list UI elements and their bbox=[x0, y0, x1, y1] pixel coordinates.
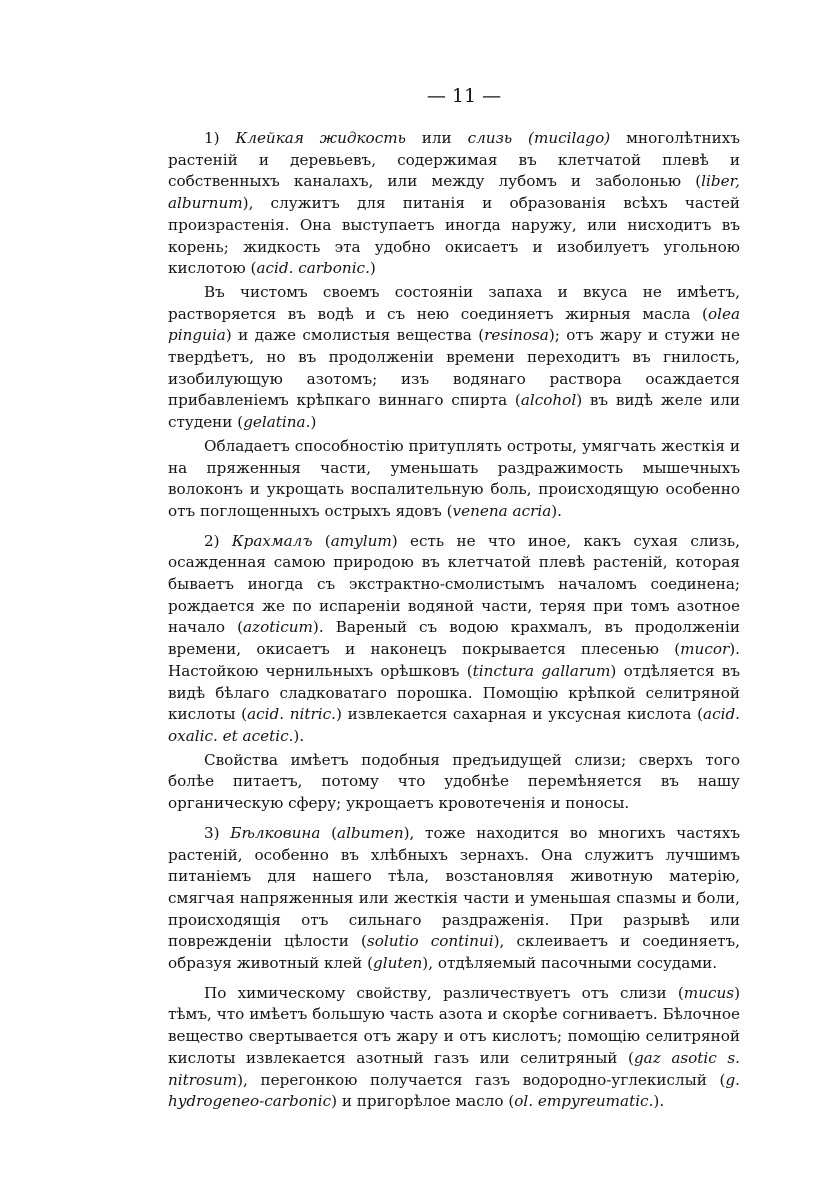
text-run: ) въ видѣ желе или студени ( bbox=[168, 391, 740, 432]
text-run: ). bbox=[293, 726, 305, 745]
latin-term: Бѣлковина bbox=[230, 823, 321, 842]
text-run: ) отдѣляется въ видѣ бѣлаго сладковатаго порошка. Помощію крѣпкой селитряной кислоты ( bbox=[168, 661, 740, 724]
latin-term: mucus bbox=[683, 983, 735, 1002]
text-run: ), перегонкою получается газъ водородно-углекислый ( bbox=[237, 1070, 726, 1089]
latin-term: слизь (mucilago) bbox=[467, 129, 611, 147]
text-run: Свойства имѣетъ подобныя предъидущей слизи; сверхъ того болѣе питаетъ, потому что удобнѣе перемѣняется въ нашу органическую сферу; укрощаетъ кровотеченія и поносы. bbox=[168, 750, 740, 813]
text-run: ( bbox=[320, 823, 338, 842]
text-run: ); отъ жару и стужи не твердѣетъ, но въ продолженіи времени переходитъ въ гнилость, изобилующую азотомъ; изъ водянаго раствора осаждается прибавленіемъ крѣпкаго виннаго спирта ( bbox=[168, 326, 741, 410]
latin-term: ol. empyreumatic. bbox=[514, 1092, 654, 1111]
text-run: ), тоже находится во многихъ частяхъ растеній, особенно въ хлѣбныхъ зернахъ. Она служитъ лучшимъ питаніемъ для нашего тѣла, возстановляя животную матерію, смягчая напряженныя или жесткія части и уменьшая спазмы и боли, происходящія отъ сильнаго раздраженія. При разрывѣ или поврежденіи цѣлости ( bbox=[168, 823, 741, 951]
latin-term: Клейкая жидкость bbox=[235, 129, 406, 147]
text-run: или bbox=[405, 129, 468, 147]
text-run: По химическому свойству, различествуетъ отъ слизи ( bbox=[204, 983, 684, 1002]
book-page bbox=[168, 84, 740, 1164]
latin-term: gluten bbox=[373, 954, 423, 973]
paragraph-amylum-properties bbox=[168, 750, 740, 815]
paragraph-albumen-chemistry bbox=[168, 983, 740, 1113]
text-run: Въ чистомъ своемъ состояніи запаха и вкуса не имѣетъ, растворяется въ водѣ и съ нею соединяетъ жирныя масла ( bbox=[168, 282, 740, 323]
latin-term: solutio continui bbox=[366, 932, 494, 951]
text-run: ) извлекается сахарная и уксусная кислота ( bbox=[335, 705, 704, 724]
latin-term: Крахмалъ bbox=[231, 531, 313, 550]
paragraph-albumen bbox=[168, 823, 740, 975]
paragraph-mucilago bbox=[168, 128, 740, 280]
text-run: ), склеиваетъ и соединяетъ, образуя животный клей ( bbox=[168, 932, 740, 973]
text-run: Обладаетъ способностію притуплять остроты, умягчать жесткія и на пряженныя части, уменьшать раздражимость мышечныхъ волоконъ и укрощать воспалительную боль, происходящую особенно отъ поглощенныхъ острыхъ ядовъ ( bbox=[168, 436, 740, 520]
latin-term: g. hydrogeneo-carbonic bbox=[168, 1070, 740, 1111]
paragraph-mucilago-effects bbox=[168, 436, 740, 523]
latin-term: gaz asotic s. nitrosum bbox=[168, 1048, 741, 1089]
latin-term: venena acria bbox=[452, 501, 552, 520]
text-run: ) тѣмъ, что имѣетъ большую часть азота и скорѣе согниваетъ. Бѣлочное вещество свертывается отъ жару и отъ кислотъ; помощію селитряной кислоты извлекается азотный газъ или селитряный ( bbox=[168, 983, 740, 1067]
latin-term: tinctura gallarum bbox=[472, 661, 611, 680]
latin-term: gelatina. bbox=[243, 413, 311, 432]
paragraph-amylum bbox=[168, 531, 740, 748]
text-run: ). bbox=[653, 1092, 665, 1111]
latin-term: olea pinguia bbox=[168, 304, 740, 345]
latin-term: acid. nitric. bbox=[247, 705, 336, 724]
latin-term: alcohol bbox=[520, 391, 577, 410]
text-run: 2) bbox=[204, 531, 232, 550]
page-number: — 11 — bbox=[426, 85, 502, 107]
text-run: 1) bbox=[204, 129, 236, 147]
latin-term: amylum bbox=[330, 531, 392, 550]
text-run: ), служитъ для питанія и образованія всѣхъ частей произрастенія. Она выступаетъ иногда наружу, или нисходитъ въ корень; жидкость эта удобно окисаетъ и изобилуетъ угольною кислотою ( bbox=[168, 194, 740, 278]
latin-term: acid. oxalic. et acetic. bbox=[168, 705, 740, 745]
text-run: 3) bbox=[204, 823, 231, 842]
text-run: ) есть не что иное, какъ сухая слизь, осажденная самою природою въ клетчатой плевѣ растеній, которая бываетъ иногда съ экстрактно-смолистымъ началомъ соединена; рождается же по испареніи водяной части, теряя при томъ азотное начало ( bbox=[168, 531, 740, 637]
text-run: ) и пригорѣлое масло ( bbox=[331, 1092, 515, 1111]
latin-term: acid. carbonic. bbox=[256, 259, 370, 278]
latin-term: liber, alburnum bbox=[168, 172, 740, 213]
text-run: многолѣтнихъ растеній и деревьевъ, содержимая въ клетчатой плевѣ и собственныхъ каналахъ, или между лубомъ и заболонью ( bbox=[168, 129, 740, 191]
latin-term: mucor bbox=[680, 640, 730, 659]
text-run: ) bbox=[369, 259, 376, 278]
text-run: ( bbox=[312, 531, 331, 550]
text-run: ) и даже смолистыя вещества ( bbox=[225, 326, 485, 345]
text-run: ). bbox=[551, 501, 563, 520]
paragraph-mucilago-properties bbox=[168, 282, 740, 434]
latin-term: albumen bbox=[337, 823, 404, 842]
text-run: ) bbox=[310, 413, 317, 432]
latin-term: azoticum bbox=[243, 618, 313, 637]
text-run: ), отдѣляемый пасочными сосудами. bbox=[422, 954, 718, 973]
latin-term: resinosa bbox=[484, 326, 549, 345]
text-run: ). Настойкою чернильныхъ орѣшковъ ( bbox=[168, 640, 740, 680]
text-run: ). Вареный съ водою крахмалъ, въ продолженіи времени, окисаетъ и наконецъ покрывается плесенью ( bbox=[168, 618, 740, 659]
